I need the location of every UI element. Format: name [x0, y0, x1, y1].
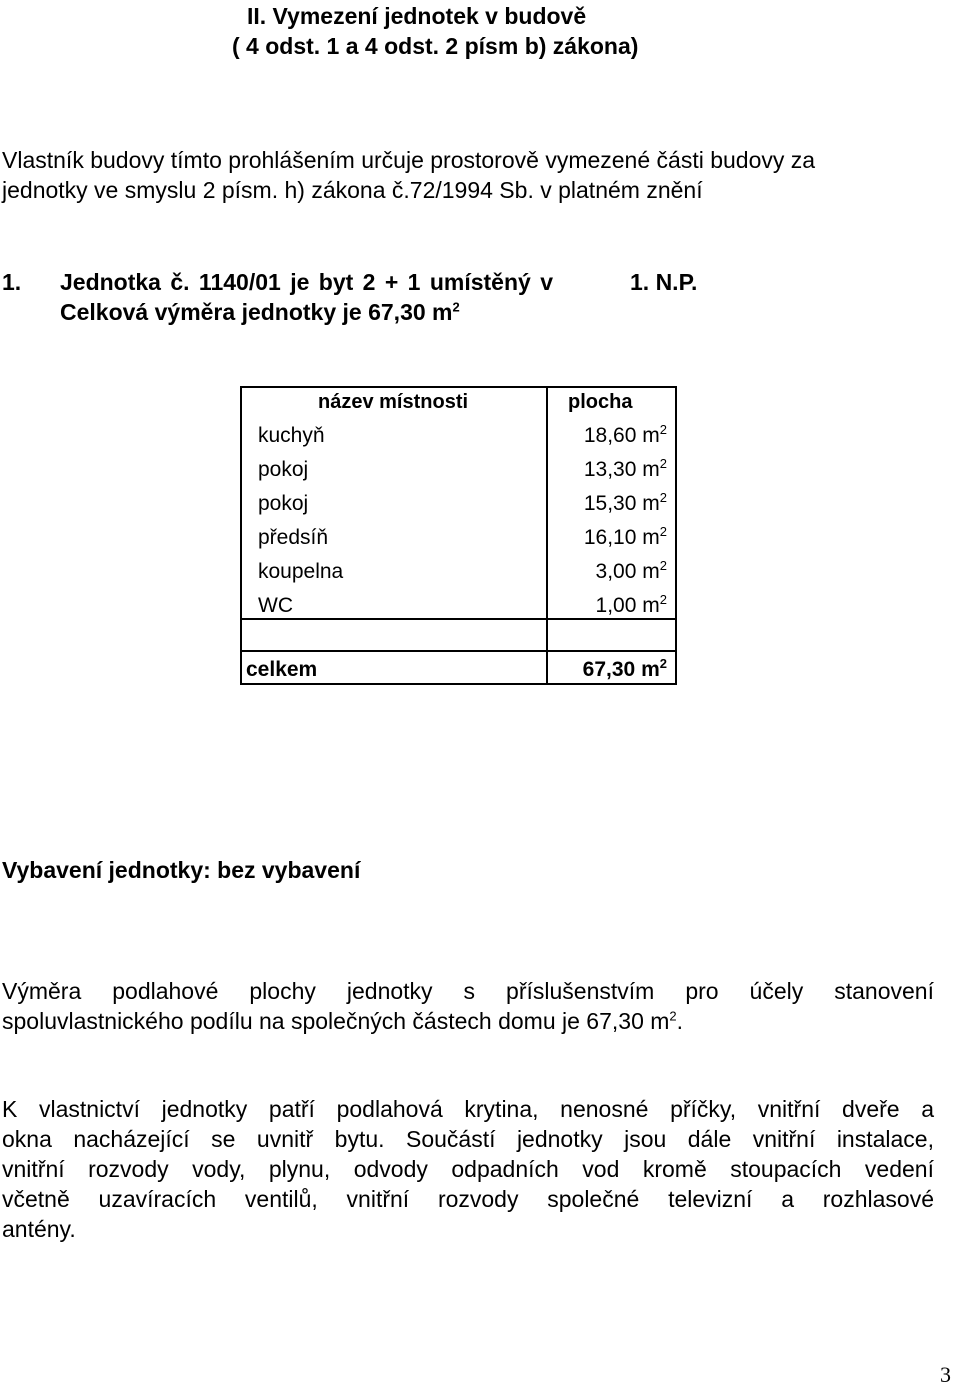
room-area-unit: m — [642, 560, 660, 583]
table-divider-lower — [242, 650, 675, 652]
room-area-value: 18,60 — [583, 424, 637, 447]
section-title: II. Vymezení jednotek v budově — [247, 3, 587, 29]
ownership-line-5: antény. — [2, 1216, 76, 1242]
ownership-line-1: K vlastnictví jednotky patří podlahová krytina, nenosné příčky, vnitřní dveře a — [2, 1096, 934, 1122]
floor-area-sup: 2 — [669, 1008, 677, 1024]
room-area-sup: 2 — [659, 592, 667, 607]
unit-total-area — [60, 299, 460, 326]
header-area: plocha — [568, 391, 633, 413]
room-area-unit: m — [642, 458, 660, 481]
floor-area-line-2 — [2, 1006, 934, 1036]
room-area — [584, 424, 667, 448]
room-area-value: 16,10 — [583, 526, 637, 549]
room-name: koupelna — [258, 560, 344, 583]
room-area-value: 15,30 — [583, 492, 637, 515]
room-name: WC — [258, 594, 293, 617]
unit-area-text: Celková výměra jednotky je 67,30 m — [60, 299, 453, 325]
room-name: pokoj — [258, 458, 309, 481]
unit-floor: 1. N.P. — [630, 269, 698, 295]
room-name: předsíň — [258, 526, 329, 549]
room-area-unit: m — [642, 424, 660, 447]
room-area — [596, 560, 667, 584]
ownership-line-4: včetně uzavíracích ventilů, vnitřní rozvody společné televizní a rozhlasové — [2, 1186, 934, 1212]
room-area — [596, 594, 667, 618]
room-area-sup: 2 — [659, 490, 667, 505]
room-area-unit: m — [642, 492, 660, 515]
unit-number: 1. — [2, 269, 22, 295]
intro-line-1: Vlastník budovy tímto prohlášením určuje prostorově vymezené části budovy za — [2, 147, 816, 173]
ownership-line-3: vnitřní rozvody vody, plynu, odvody odpadních vod kromě stoupacích vedení — [2, 1156, 934, 1182]
room-area — [584, 458, 667, 482]
room-area-sup: 2 — [659, 558, 667, 573]
ownership-line-2: okna nacházející se uvnitř bytu. Součástí jednotky jsou dále vnitřní instalace, — [2, 1126, 934, 1152]
room-name: kuchyň — [258, 424, 325, 447]
page-number: 3 — [940, 1362, 951, 1387]
total-area-unit: m — [641, 658, 660, 681]
room-area-sup: 2 — [659, 422, 667, 437]
room-area-unit: m — [642, 594, 660, 617]
total-area — [583, 658, 667, 682]
table-divider-upper — [242, 618, 675, 620]
room-table — [240, 386, 677, 685]
floor-area-paragraph — [2, 976, 934, 1036]
total-area-sup: 2 — [659, 656, 667, 671]
equipment-line: Vybavení jednotky: bez vybavení — [2, 857, 361, 883]
unit-label: Jednotka č. 1140/01 je byt 2 + 1 umístěný v — [60, 269, 553, 295]
floor-area-line-1: Výměra podlahové plochy jednotky s příslušenstvím pro účely stanovení — [2, 978, 934, 1004]
room-area-value: 3,00 — [595, 560, 637, 583]
total-area-value: 67,30 — [582, 658, 636, 681]
room-area-sup: 2 — [659, 524, 667, 539]
table-column-divider — [546, 388, 548, 683]
room-area-unit: m — [642, 526, 660, 549]
unit-area-sup: 2 — [452, 299, 460, 315]
floor-area-end: . — [676, 1008, 684, 1034]
header-room-name: název místnosti — [318, 391, 469, 413]
floor-area-line-2-text: spoluvlastnického podílu na společných částech domu je 67,30 m — [2, 1008, 670, 1034]
ownership-paragraph — [2, 1094, 934, 1244]
section-subtitle: ( 4 odst. 1 a 4 odst. 2 písm b) zákona) — [232, 33, 639, 59]
room-name: pokoj — [258, 492, 309, 515]
intro-line-2: jednotky ve smyslu 2 písm. h) zákona č.72/1994 Sb. v platném znění — [2, 177, 703, 203]
room-area-sup: 2 — [659, 456, 667, 471]
room-area-value: 13,30 — [583, 458, 637, 481]
room-area — [584, 492, 667, 516]
room-area-value: 1,00 — [595, 594, 637, 617]
room-area — [584, 526, 667, 550]
total-label: celkem — [246, 658, 318, 681]
